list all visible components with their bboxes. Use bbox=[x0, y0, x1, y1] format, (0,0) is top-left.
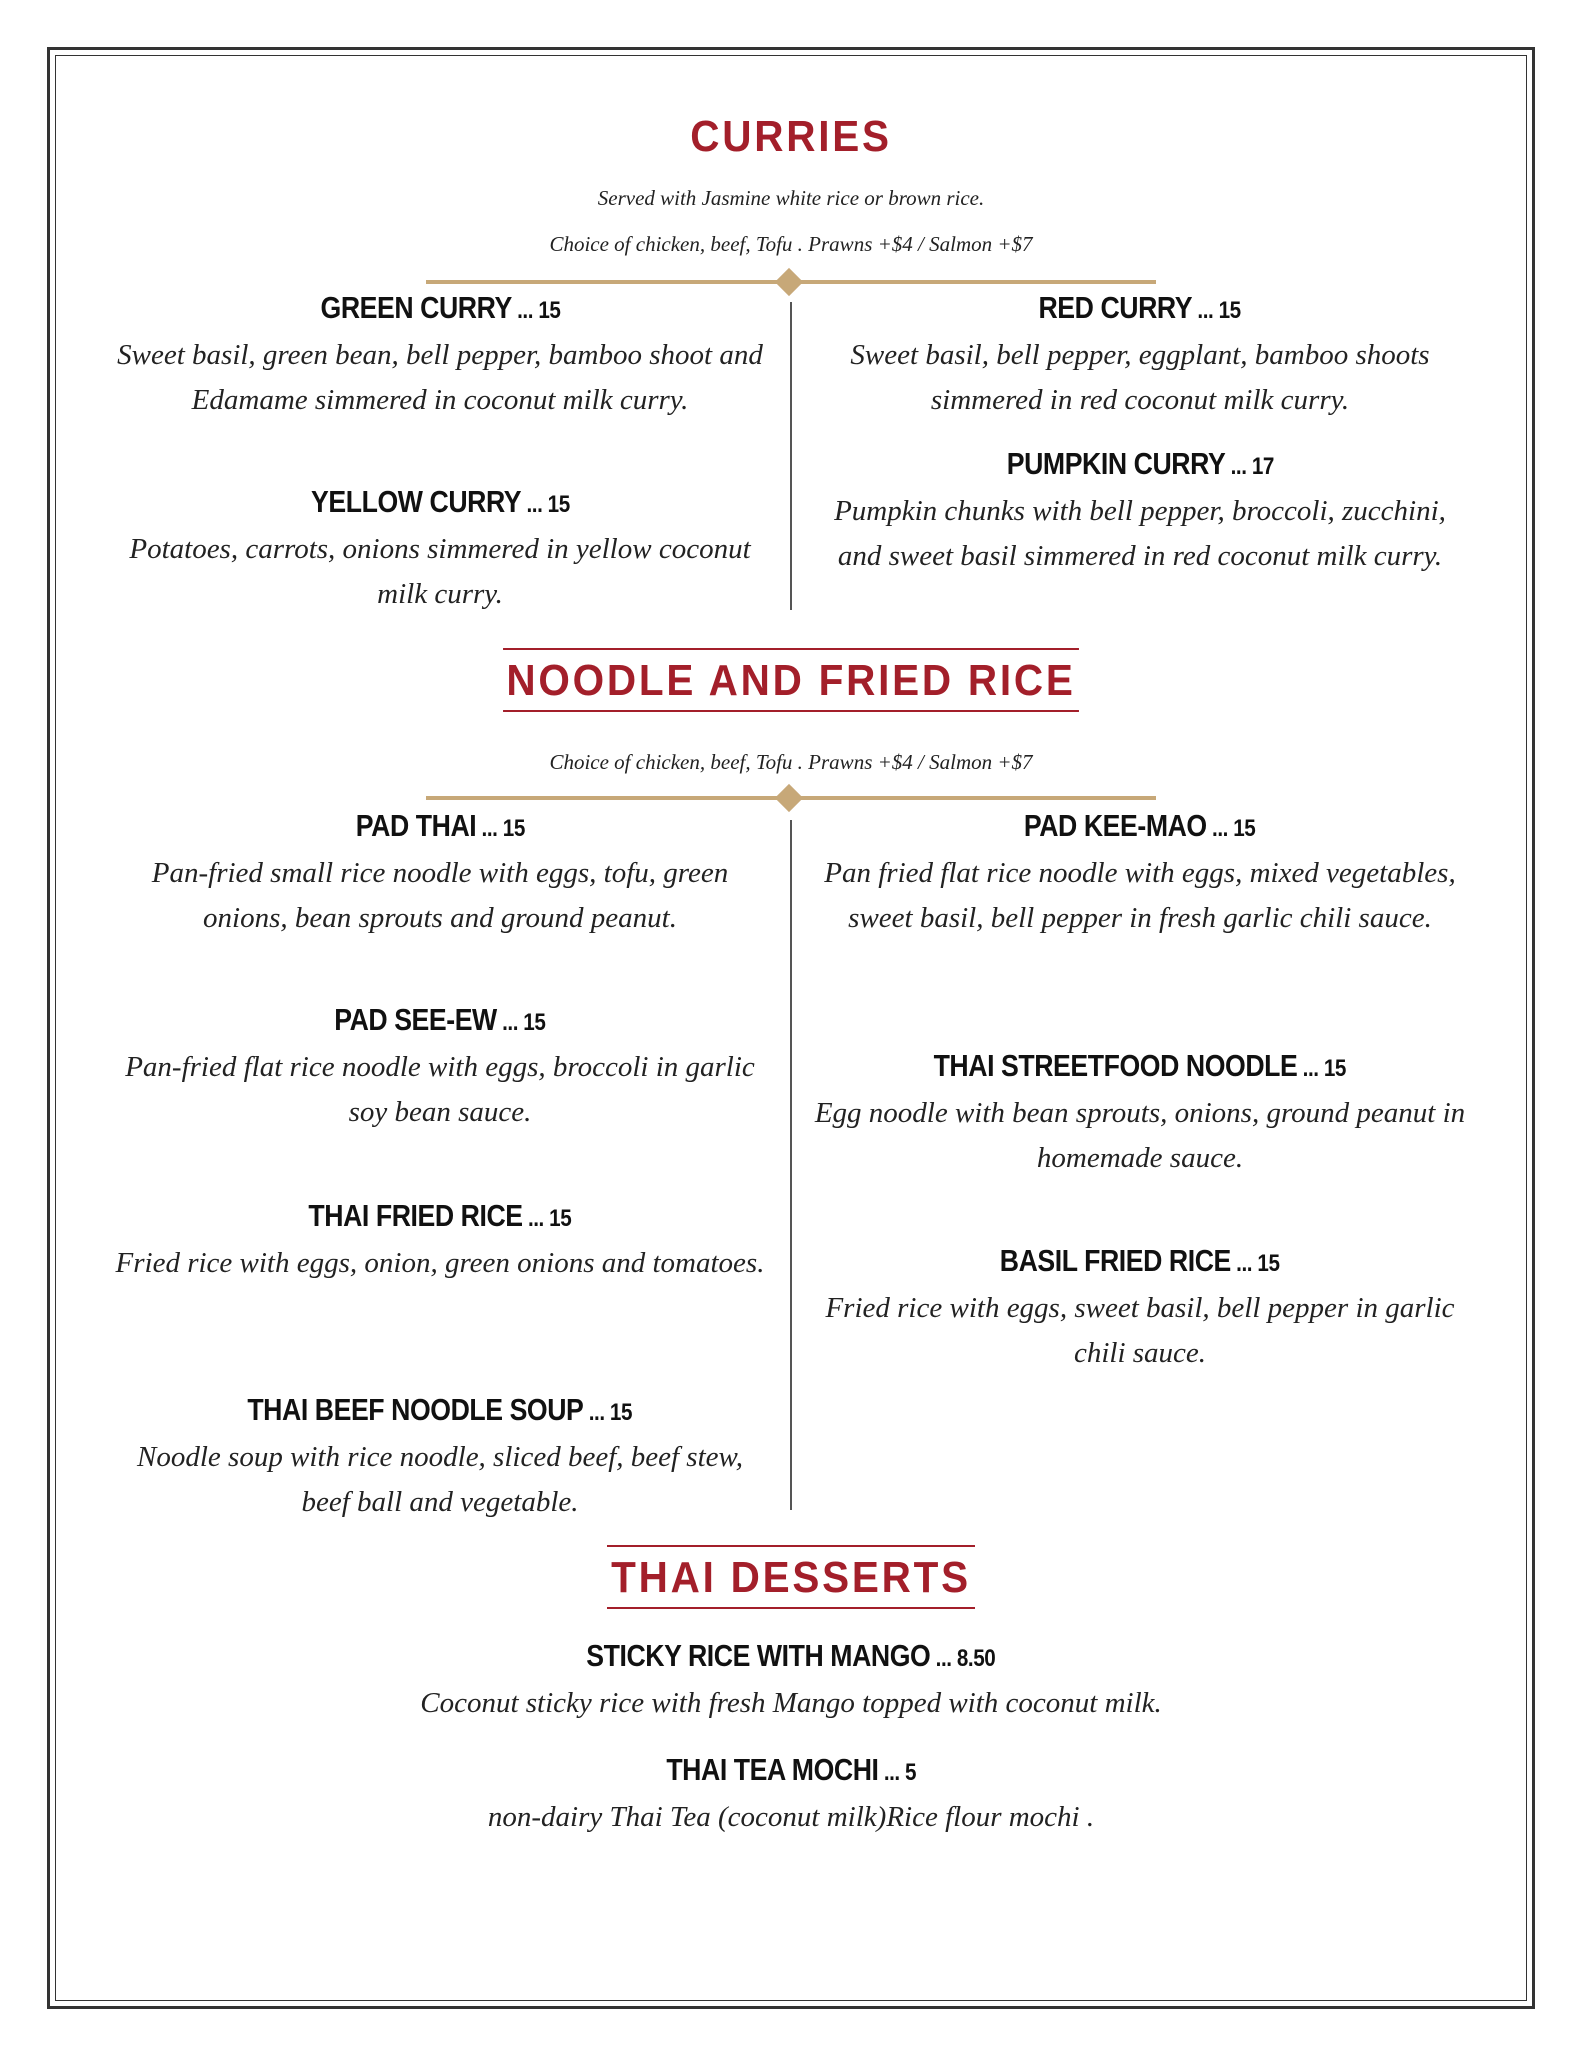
item-price: ... 15 bbox=[1207, 815, 1256, 842]
item-name: PAD KEE-MAO bbox=[1024, 808, 1208, 843]
item-price: ... 15 bbox=[520, 491, 570, 518]
item-price: ... 15 bbox=[511, 297, 560, 324]
curries-column-divider bbox=[790, 302, 792, 610]
item-price: ... 15 bbox=[1231, 1250, 1280, 1277]
menu-item-pumpkin-curry bbox=[810, 444, 1470, 579]
desserts-title-text: THAI DESSERTS bbox=[607, 1545, 974, 1609]
noodles-column-divider bbox=[790, 820, 792, 1510]
curries-note-rice: Served with Jasmine white rice or brown rice. bbox=[597, 186, 985, 210]
noodles-title bbox=[63, 648, 1518, 712]
item-name: THAI FRIED RICE bbox=[308, 1198, 523, 1233]
item-name: PAD SEE-EW bbox=[334, 1002, 497, 1037]
menu-item-green-curry bbox=[110, 288, 770, 423]
desserts-title bbox=[63, 1545, 1518, 1609]
menu-item-thai-tea-mochi bbox=[200, 1750, 1382, 1840]
item-price: ... 15 bbox=[583, 1399, 633, 1426]
menu-item-red-curry bbox=[810, 288, 1470, 423]
menu-item-pad-thai bbox=[110, 806, 770, 941]
item-price: ... 15 bbox=[496, 1009, 546, 1036]
item-name: RED CURRY bbox=[1038, 290, 1193, 325]
item-description: Fried rice with eggs, sweet basil, bell pepper in garlic chili sauce. bbox=[825, 1292, 1455, 1369]
item-name: STICKY RICE WITH MANGO bbox=[586, 1638, 931, 1673]
item-description: Sweet basil, bell pepper, eggplant, bamboo shoots simmered in red coconut milk curry. bbox=[850, 339, 1430, 416]
item-name: THAI BEEF NOODLE SOUP bbox=[247, 1392, 584, 1427]
item-name: THAI STREETFOOD NOODLE bbox=[933, 1048, 1298, 1083]
item-price: ... 8.50 bbox=[930, 1645, 996, 1672]
noodles-note-protein: Choice of chicken, beef, Tofu . Prawns +$4 / Salmon +$7 bbox=[549, 750, 1033, 774]
item-description: Fried rice with eggs, onion, green onions and tomatoes. bbox=[115, 1247, 765, 1279]
item-price: ... 15 bbox=[475, 815, 525, 842]
item-description: Egg noodle with bean sprouts, onions, ground peanut in homemade sauce. bbox=[814, 1097, 1466, 1174]
item-price: ... 15 bbox=[1297, 1055, 1347, 1082]
item-description: Sweet basil, green bean, bell pepper, bamboo shoot and Edamame simmered in coconut milk curry. bbox=[117, 339, 763, 416]
item-price: ... 17 bbox=[1224, 453, 1274, 480]
item-description: Pan-fried flat rice noodle with eggs, broccoli in garlic soy bean sauce. bbox=[125, 1051, 755, 1128]
item-name: PUMPKIN CURRY bbox=[1006, 446, 1225, 481]
menu-item-pad-see-ew bbox=[110, 1000, 770, 1135]
noodles-title-text: NOODLE AND FRIED RICE bbox=[503, 648, 1080, 712]
item-price: ... 15 bbox=[1192, 297, 1242, 324]
curries-note-protein: Choice of chicken, beef, Tofu . Prawns +$4 / Salmon +$7 bbox=[549, 232, 1033, 256]
menu-item-thai-fried-rice bbox=[110, 1196, 770, 1286]
item-name: PAD THAI bbox=[355, 808, 476, 843]
item-price: ... 15 bbox=[522, 1205, 572, 1232]
menu-item-basil-fried-rice bbox=[810, 1241, 1470, 1376]
item-description: Noodle soup with rice noodle, sliced beef, beef stew, beef ball and vegetable. bbox=[137, 1441, 743, 1518]
curries-title: CURRIES bbox=[690, 112, 892, 161]
item-description: Potatoes, carrots, onions simmered in yellow coconut milk curry. bbox=[129, 533, 751, 610]
item-name: THAI TEA MOCHI bbox=[666, 1752, 879, 1787]
item-name: YELLOW CURRY bbox=[310, 484, 521, 519]
item-description: Pumpkin chunks with bell pepper, broccoli, zucchini, and sweet basil simmered in red coconut milk curry. bbox=[834, 495, 1446, 572]
item-name: GREEN CURRY bbox=[320, 290, 512, 325]
menu-item-thai-beef-noodle-soup bbox=[110, 1390, 770, 1525]
item-description: non-dairy Thai Tea (coconut milk)Rice flour mochi . bbox=[487, 1801, 1095, 1833]
item-name: BASIL FRIED RICE bbox=[1000, 1243, 1232, 1278]
menu-item-yellow-curry bbox=[110, 482, 770, 617]
item-description: Coconut sticky rice with fresh Mango topped with coconut milk. bbox=[420, 1687, 1162, 1719]
item-description: Pan-fried small rice noodle with eggs, tofu, green onions, bean sprouts and ground peanut. bbox=[151, 857, 729, 934]
menu-item-pad-kee-mao bbox=[810, 806, 1470, 941]
item-description: Pan fried flat rice noodle with eggs, mixed vegetables, sweet basil, bell pepper in fresh garlic chili sauce. bbox=[824, 857, 1456, 934]
menu-item-sticky-rice-mango bbox=[200, 1636, 1382, 1726]
item-price: ... 5 bbox=[878, 1759, 916, 1786]
menu-item-thai-streetfood-noodle bbox=[810, 1046, 1470, 1181]
